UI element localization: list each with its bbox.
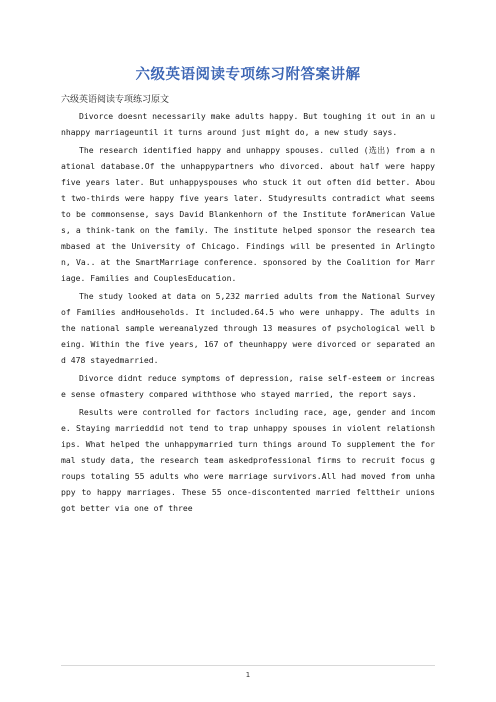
footer-divider (61, 665, 435, 666)
paragraph-3: The study looked at data on 5,232 married adults from the National Survey of Families andHouseholds. It included.64.5 who were unhappy. The adults in the national sample wereanalyzed through 13 measures of psychological well being. Within the five years, 167 of theunhappy were divorced or separated and 478 stayedmarried. (61, 291, 435, 366)
paragraph-1: Divorce doesnt necessarily make adults happy. But toughing it out in an unhappy marriageuntil it turns around just might do, a new study says. (61, 111, 435, 138)
paragraph-4: Divorce didnt reduce symptoms of depression, raise self-esteem or increase sense ofmastery compared withthose who stayed married, the report says. (61, 373, 435, 400)
document-subtitle: 六级英语阅读专项练习原文 (61, 95, 170, 105)
page-number: 1 (245, 671, 251, 679)
paragraph-5: Results were controlled for factors including race, age, gender and income. Staying marrieddid not tend to trap unhappy spouses in violent relationships. What helped the unhappymarried turn things around To supplement the formal study data, the research team askedprofessional firms to recruit focus groups totaling 55 adults who were marriage survivors.All had moved from unhappy to happy marriages. These 55 once-discontented married felttheir unions got better via one of three (61, 406, 435, 514)
paragraph-2: The research identified happy and unhappy spouses. culled (选出) from a national database.Of the unhappypartners who divorced. about half were happy five years later. But unhappyspouses who stuck it out often did better. About two-thirds were happy five years later. Studyresults contradict what seems to be commonsense, says David Blankenhorn of the Institute forAmerican Values, a think-tank on the family. The institute helped sponsor the research teambased at the University of Chicago. Findings will be presented in Arlington, Va.. at the SmartMarriage conference. sponsored by the Coalition for Marriage. Families and CouplesEducation. (61, 144, 435, 284)
document-title: 六级英语阅读专项练习附答案讲解 (135, 67, 361, 83)
